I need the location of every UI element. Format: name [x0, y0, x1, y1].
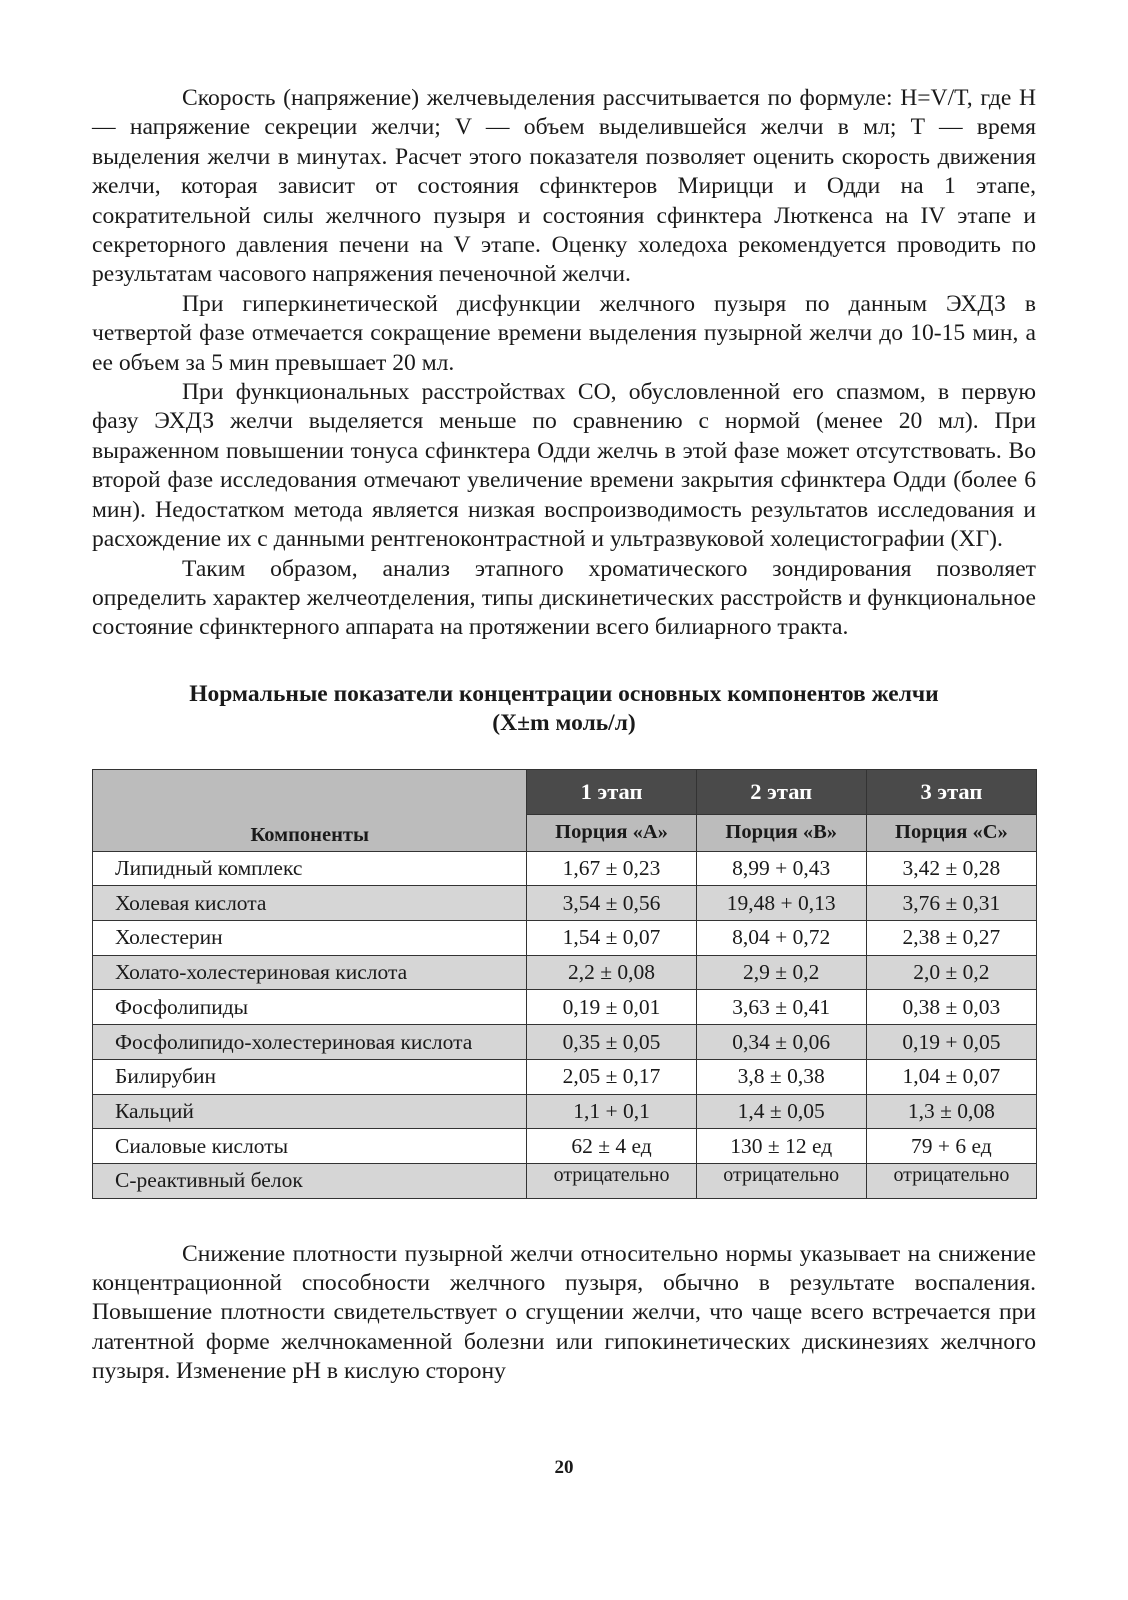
row-value-stage-3: 2,0 ± 0,2	[866, 955, 1036, 990]
row-value-stage-1: 1,54 ± 0,07	[527, 921, 696, 956]
column-header-portion-c: Порция «С»	[866, 814, 1036, 851]
paragraph-bile-density: Снижение плотности пузырной желчи относительно нормы указывает на снижение концентрационной способности желчного пузыря, обычно в результате воспаления. Повышение плотности свидетельствует о сгущении желчи, что чаще всего встречается при латентной форме желчнокаменной болезни или гипокинетических дискинезиях желчного пузыря. Изменение pH в кислую сторону	[92, 1240, 1036, 1385]
row-value-stage-3: 2,38 ± 0,27	[866, 921, 1036, 956]
table-row	[93, 1059, 1037, 1094]
row-value-stage-3: 3,42 ± 0,28	[866, 851, 1036, 886]
table-stage-header-row	[93, 769, 1037, 814]
row-value-stage-2: 3,8 ± 0,38	[696, 1059, 866, 1094]
table-row	[93, 990, 1037, 1025]
row-component-name: Фосфолипиды	[93, 990, 527, 1025]
paragraph-hyperkinetic: При гиперкинетической дисфункции желчного пузыря по данным ЭХДЗ в четвертой фазе отмечается сокращение времени выделения пузырной желчи до 10-15 мин, а ее объем за 5 мин превышает 20 мл.	[92, 290, 1036, 376]
row-value-stage-3: 1,3 ± 0,08	[866, 1094, 1036, 1129]
table-row	[93, 1025, 1037, 1060]
column-header-components: Компоненты	[93, 769, 527, 851]
row-value-stage-1: 3,54 ± 0,56	[527, 886, 696, 921]
row-value-stage-3: 0,38 ± 0,03	[866, 990, 1036, 1025]
column-header-stage-2: 2 этап	[696, 769, 866, 814]
row-value-stage-2: 1,4 ± 0,05	[696, 1094, 866, 1129]
row-component-name: Липидный комплекс	[93, 851, 527, 886]
table-row	[93, 955, 1037, 990]
row-value-stage-3: 3,76 ± 0,31	[866, 886, 1036, 921]
row-value-stage-2: 8,99 + 0,43	[696, 851, 866, 886]
column-header-portion-a: Порция «А»	[527, 814, 696, 851]
row-component-name: С-реактивный белок	[93, 1163, 527, 1198]
paragraph-bile-rate: Скорость (напряжение) желчевыделения рассчитывается по формуле: H=V/T, где H — напряжение секреции желчи; V — объем выделившейся желчи в мл; T — время выделения желчи в минутах. Расчет этого показателя позволяет оценить скорость движения желчи, которая зависит от состояния сфинктеров Мирицци и Одди на 1 этапе, сократительной силы желчного пузыря и состояния сфинктера Люткенса на IV этапе и секреторного давления печени на V этапе. Оценку холедоха рекомендуется проводить по результатам часового напряжения печеночной желчи.	[92, 85, 1036, 288]
table-title	[92, 680, 1036, 738]
row-value-stage-3: отрицательно	[866, 1163, 1036, 1198]
table-row	[93, 851, 1037, 886]
table-row	[93, 921, 1037, 956]
page-content	[92, 84, 1036, 1387]
paragraph-functional-disorders: При функциональных расстройствах СО, обусловленной его спазмом, в первую фазу ЭХДЗ желчи выделяется меньше по сравнению с нормой (менее 20 мл). При выраженном повышении тонуса сфинктера Одди желчь в этой фазе может отсутствовать. Во второй фазе исследования отмечают увеличение времени закрытия сфинктера Одди (более 6 мин). Недостатком метода является низкая воспроизводимость результатов исследования и расхождение их с данными рентгеноконтрастной и ультразвуковой холецистографии (ХГ).	[92, 379, 1036, 553]
row-value-stage-1: 0,19 ± 0,01	[527, 990, 696, 1025]
column-header-stage-1: 1 этап	[527, 769, 696, 814]
row-component-name: Холевая кислота	[93, 886, 527, 921]
row-value-stage-3: 0,19 + 0,05	[866, 1025, 1036, 1060]
table-row	[93, 1094, 1037, 1129]
column-header-stage-3: 3 этап	[866, 769, 1036, 814]
row-value-stage-2: 3,63 ± 0,41	[696, 990, 866, 1025]
row-value-stage-2: 19,48 + 0,13	[696, 886, 866, 921]
table-row	[93, 886, 1037, 921]
row-component-name: Холестерин	[93, 921, 527, 956]
row-value-stage-2: отрицательно	[696, 1163, 866, 1198]
paragraph-conclusion: Таким образом, анализ этапного хроматического зондирования позволяет определить характер желчеотделения, типы дискинетических расстройств и функциональное состояние сфинктерного аппарата на протяжении всего билиарного тракта.	[92, 555, 1036, 641]
page-number: 20	[554, 1457, 574, 1478]
row-value-stage-1: 2,2 ± 0,08	[527, 955, 696, 990]
row-value-stage-1: 1,67 ± 0,23	[527, 851, 696, 886]
row-value-stage-2: 130 ± 12 ед	[696, 1129, 866, 1164]
row-value-stage-1: 62 ± 4 ед	[527, 1129, 696, 1164]
row-value-stage-2: 2,9 ± 0,2	[696, 955, 866, 990]
row-component-name: Кальций	[93, 1094, 527, 1129]
row-component-name: Фосфолипидо-холестериновая кислота	[93, 1025, 527, 1060]
row-value-stage-1: отрицательно	[527, 1163, 696, 1198]
table-title-line2: (X±m моль/л)	[492, 709, 636, 736]
bile-components-table	[92, 769, 1037, 1199]
row-component-name: Холато-холестериновая кислота	[93, 955, 527, 990]
table-title-line1: Нормальные показатели концентрации основных компонентов желчи	[189, 680, 939, 707]
row-value-stage-3: 79 + 6 ед	[866, 1129, 1036, 1164]
row-value-stage-3: 1,04 ± 0,07	[866, 1059, 1036, 1094]
table-row	[93, 1163, 1037, 1198]
row-value-stage-2: 8,04 + 0,72	[696, 921, 866, 956]
row-value-stage-1: 2,05 ± 0,17	[527, 1059, 696, 1094]
row-value-stage-1: 1,1 + 0,1	[527, 1094, 696, 1129]
row-value-stage-1: 0,35 ± 0,05	[527, 1025, 696, 1060]
row-component-name: Сиаловые кислоты	[93, 1129, 527, 1164]
column-header-portion-b: Порция «В»	[696, 814, 866, 851]
row-component-name: Билирубин	[93, 1059, 527, 1094]
row-value-stage-2: 0,34 ± 0,06	[696, 1025, 866, 1060]
table-row	[93, 1129, 1037, 1164]
